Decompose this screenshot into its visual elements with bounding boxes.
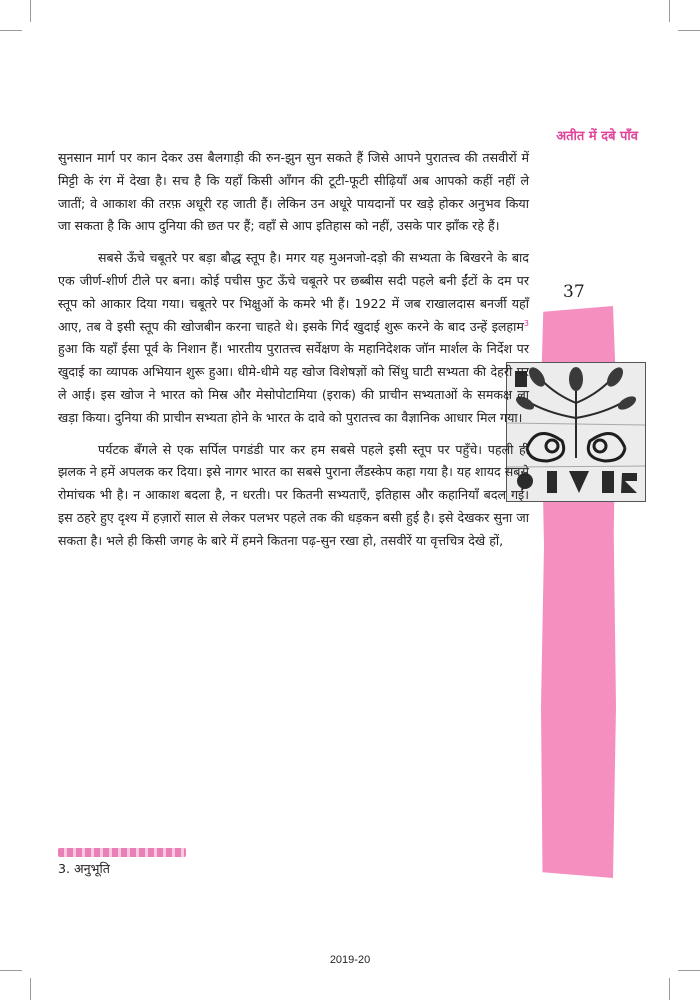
crop-mark: [678, 30, 700, 31]
paragraph-1: सुनसान मार्ग पर कान देकर उस बैलगाड़ी की रुन-झुन सुन सकते हैं जिसे आपने पुरातत्त्व की तसवीरों में मिट्टी के रंग में देखा है। सच है कि यहाँ किसी आँगन की टूटी-फूटी सीढ़ियाँ अब आपको कहीं नहीं ले जातीं; वे आकाश की तरफ़ अधूरी रह जाती हैं। लेकिन उन अधूरे पायदानों पर खड़े होकर अनुभव किया जा सकता है कि आप दुनिया की छत पर हैं; वहाँ से आप इतिहास को नहीं, उसके पार झाँक रहे हैं।: [58, 150, 529, 234]
crop-mark: [0, 30, 22, 31]
crop-mark: [0, 970, 22, 971]
paragraph-2-continued: हुआ कि यहाँ ईसा पूर्व के निशान हैं। भारतीय पुरातत्त्व सर्वेक्षण के महानिदेशक जॉन मार्शल के निर्देश पर खुदाई का व्यापक अभियान शुरू हुआ। धीमे-धीमे यह खोज विशेषज्ञों को सिंधु घाटी सभ्यता की देहरी पर ले आई। इस खोज ने भारत को मिस्र और मेसोपोटामिया (इराक) की प्राचीन सभ्यताओं के समकक्ष ला खड़ा किया। दुनिया की प्राचीन सभ्यता होने के भारत के दावे को पुरातत्त्व का वैज्ञानिक आधार मिल गया।: [58, 341, 529, 425]
running-head: अतीत में दबे पाँव: [556, 129, 638, 144]
footnote: [58, 860, 110, 877]
paragraph-3: पर्यटक बँगले से एक सर्पिल पगडंडी पार कर हम सबसे पहले इसी स्तूप पर पहुँचे। पहली ही झलक ने हमें अपलक कर दिया। इसे नागर भारत का सबसे पुराना लैंडस्केप कहा गया है। यह शायद सबसे रोमांचक भी है। न आकाश बदला है, न धरती। पर कितनी सभ्यताएँ, इतिहास और कहानियाँ बदल गईं। इस ठहरे हुए दृश्य में हज़ारों साल से लेकर पलभर पहले तक की धड़कन बसी हुई है। इसे देखकर सुना जा सकता है। भले ही किसी जगह के बारे में हमने कितना पढ़-सुन रखा हो, तसवीरें या वृत्तचित्र देखे हों,: [58, 441, 529, 548]
crop-mark: [669, 978, 670, 1000]
crop-mark: [30, 0, 31, 22]
footnote-text: अनुभूति: [74, 861, 110, 876]
crop-mark: [669, 0, 670, 22]
footnote-divider: [58, 848, 186, 857]
body-text: [58, 147, 529, 553]
footer-year: 2019-20: [329, 954, 371, 966]
footnote-number: 3.: [58, 861, 71, 876]
paragraph-2-text: सबसे ऊँचे चबूतरे पर बड़ा बौद्ध स्तूप है। मगर यह मुअनजो-दड़ो की सभ्यता के बिखरने के बाद एक जीर्ण-शीर्ण टीले पर बना। कोई पचीस फुट ऊँचे चबूतरे पर छब्बीस सदी पहले बनी ईंटों के दम पर स्तूप को आकार दिया गया। चबूतरे पर भिक्षुओं के कमरे भी हैं। 1922 में जब राखालदास बनर्जी यहाँ आए, तब वे इसी स्तूप की खोजबीन करना चाहते थे। इसके गिर्द खुदाई शुरू करने के बाद उन्हें इलहाम: [58, 250, 529, 334]
footnote-reference[interactable]: 3: [523, 318, 529, 328]
crop-mark: [678, 970, 700, 971]
paragraph-2: [58, 247, 529, 429]
page-number: 37: [563, 282, 585, 302]
crop-mark: [30, 978, 31, 1000]
